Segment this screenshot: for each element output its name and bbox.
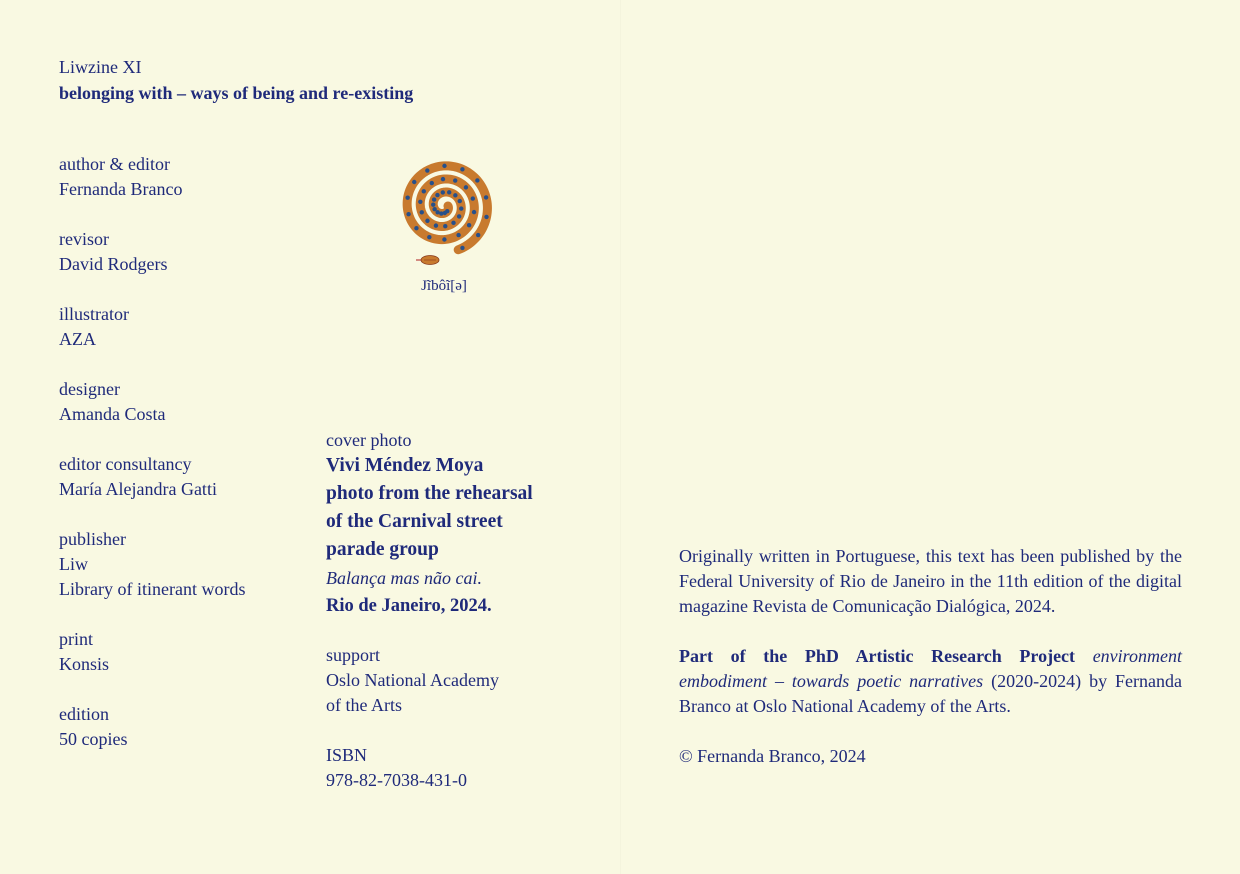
snake-spot [422,189,426,193]
snake-spot [434,223,438,227]
cover-photo-credit [326,428,576,620]
credit-value: Fernanda Branco [59,179,183,199]
project-lead: Part of the PhD Artistic Research Project [679,646,1076,666]
snake-spot [420,210,424,214]
snake-spot [472,210,476,214]
snake-spot [484,195,488,199]
isbn-label: ISBN [326,745,368,765]
snake-spot [441,177,445,181]
cover-place-date: Rio de Janeiro, 2024. [326,596,492,616]
cover-description-line: of the Carnival street [326,511,503,532]
credit-editor-consultancy [59,452,309,502]
cover-description-line: photo from the rehearsal [326,483,533,504]
support-line: of the Arts [326,695,402,715]
spiral-snake-icon [388,150,500,268]
snake-spot [406,212,410,216]
snake-spot [425,219,429,223]
credit-value: Liw [59,554,88,574]
colophon-project-paragraph [679,644,1182,719]
credit-value-secondary: Library of itinerant words [59,579,246,599]
project-rest: (2020-2024) by Fernanda Branco at Oslo National Academy of the Arts. [679,671,1182,716]
isbn-number: 978-82-7038-431-0 [326,770,467,790]
credit-designer [59,377,309,427]
credit-value: María Alejandra Gatti [59,479,217,499]
series-name: Liwzine XI [59,57,142,77]
support-credit [326,643,576,718]
snake-spot [475,178,479,182]
colophon [679,544,1182,794]
snake-spot [441,190,445,194]
snake-spot [458,199,462,203]
credit-role: author & editor [59,154,170,174]
snake-spot [447,190,451,194]
credit-publisher [59,527,309,602]
copyright: © Fernanda Branco, 2024 [679,746,866,766]
snake-spot [464,185,468,189]
project-title: environment embodiment – towards poetic narratives [679,646,1182,691]
snake-spot [476,233,480,237]
snake-spot [435,193,439,197]
credit-illustrator [59,302,309,352]
snake-spot [453,178,457,182]
snake-spot [442,237,446,241]
snake-spot [414,226,418,230]
snake-spot [430,181,434,185]
snake-spot [405,195,409,199]
credit-role: designer [59,379,120,399]
isbn-block [326,743,576,793]
credit-role: revisor [59,229,109,249]
snake-spot [459,206,463,210]
photographer-name: Vivi Méndez Moya [326,455,484,476]
cover-photo-role: cover photo [326,430,412,450]
header [59,55,413,106]
credit-role: print [59,629,93,649]
credit-value: David Rodgers [59,254,168,274]
credit-role: publisher [59,529,126,549]
illustration-caption: Jĩbôĩ[ə] [421,278,467,294]
credit-value: AZA [59,329,96,349]
page-gutter [620,0,621,874]
cover-description-line: parade group [326,539,439,560]
credit-value: Konsis [59,654,110,674]
carnival-group-name: Balança mas não cai. [326,568,482,588]
support-role: support [326,645,380,665]
snake-spot [412,180,416,184]
zine-title: belonging with – ways of being and re-existing [59,83,414,103]
credit-role: illustrator [59,304,129,324]
snake-spot [418,200,422,204]
snake-spot [460,246,464,250]
snake-spot [432,197,436,201]
snake-head-icon [416,256,439,265]
snake-spot [431,202,435,206]
credits-list [59,152,309,777]
snake-spot [484,215,488,219]
support-line: Oslo National Academy [326,670,499,690]
credit-revisor [59,227,309,277]
snake-spot [457,214,461,218]
snake-spot [443,224,447,228]
snake-spot [427,235,431,239]
snake-spot [451,221,455,225]
credit-edition [59,702,309,752]
credit-value: 50 copies [59,729,128,749]
snake-spot [442,164,446,168]
illustration [388,150,500,295]
snake-spot [471,196,475,200]
credit-value: Amanda Costa [59,404,166,424]
snake-spot [425,168,429,172]
credit-print [59,627,309,677]
colophon-origin-paragraph: Originally written in Portuguese, this text has been published by the Federal University of Rio de Janeiro in the 11th edition of the digital magazine Revista de Comunicação Dialógica, 2024. [679,546,1182,616]
snake-spot [453,193,457,197]
credit-role: editor consultancy [59,454,192,474]
credit-role: edition [59,704,109,724]
snake-spot [456,233,460,237]
snake-spot [467,223,471,227]
credit-author [59,152,309,202]
snake-spot [432,207,436,211]
snake-spot [460,167,464,171]
